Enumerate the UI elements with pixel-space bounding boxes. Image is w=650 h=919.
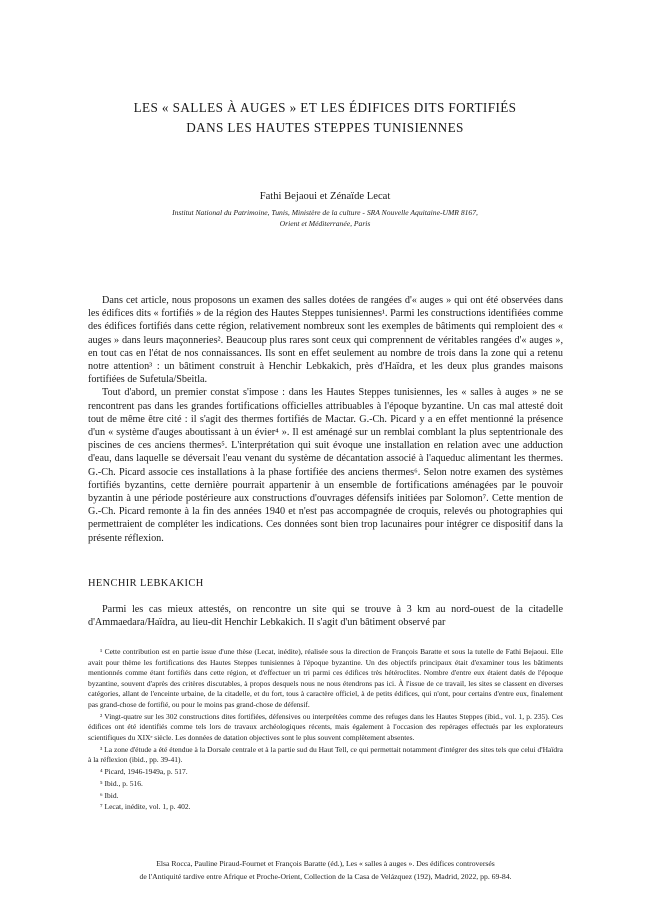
footnote-1: ¹ Cette contribution est en partie issue d'une thèse (Lecat, inédite), réalisée sous la direction de François Baratte et sous la tutelle de Fathi Bejaoui. Elle avait pour thème les fortifications des Hautes Steppes tunisiennes à l'époque byzantine. Un des objectifs principaux était d'examiner tous les bâtiments mentionnés comme étant fortifiés dans cette région, et d'effectuer un tri parmi ces édifices très hétéroclites. Nombre d'entre eux étaient datés de l'époque byzantine, souvent d'après des critères discutables, à propos desquels nous ne nous étendrons pas ici. À l'issue de ce travail, les sites se classent en diverses catégories, allant de l'enceinte urbaine, de la citadelle, et du fort, tous à caractère officiel, à de petits édifices, qui n'ont, pour certains d'entre eux, finalement pas grand-chose de fortifié, ou pour le moins pas grand-chose de défensif.: [88, 647, 563, 709]
paragraph-3: Parmi les cas mieux attestés, on rencontre un site qui se trouve à 3 km au nord-ouest de la citadelle d'Ammaedara/Haïdra, au lieu-dit Henchir Lebkakich. Il s'agit d'un bâtiment observé par: [88, 604, 563, 629]
footnote-4: ⁴ Picard, 1946-1949a, p. 517.: [100, 767, 188, 777]
article-title-line-2: DANS LES HAUTES STEPPES TUNISIENNES: [186, 120, 464, 135]
affiliation-line-2: Orient et Méditerranée, Paris: [279, 219, 371, 228]
citation-footer-line-1: Elsa Rocca, Pauline Piraud-Fournet et François Baratte (éd.), Les « salles à auges ». Des édifices controversés: [156, 859, 495, 868]
footnote-7: ⁷ Lecat, inédite, vol. 1, p. 402.: [100, 802, 191, 812]
footnote-6: ⁶ Ibid.: [100, 790, 119, 800]
affiliation-line-1: Institut National du Patrimoine, Tunis, Ministère de la culture - SRA Nouvelle Aquitaine-UMR 8167,: [172, 208, 478, 217]
footnote-5: ⁵ Ibid., p. 516.: [100, 778, 143, 788]
section-heading: HENCHIR LEBKAKICH: [88, 578, 204, 589]
author-names: Fathi Bejaoui et Zénaïde Lecat: [259, 191, 391, 202]
footnotes: [88, 647, 563, 814]
paragraph-1: Dans cet article, nous proposons un examen des salles dotées de rangées d'« auges » qui ont été observées dans les édifices dits « fortifiés » de la région des Hautes Steppes tunisiennes¹. Parmi les constructions identifiées comme des édifices fortifiés dans cette région, relativement nombreux sont les exemples de bâtiments qui remploient des « auges » dans leurs maçonneries². Beaucoup plus rares sont ceux qui comprennent de véritables rangées d'« auges », en tout cas en l'état de nos connaissances. Ils sont en effet seulement au nombre de trois dans la zone qui a retenu notre attention³ : un bâtiment construit à Henchir Lebkakich, près d'Haïdra, et les deux plus grandes maisons fortifiées de Sufetula/Sbeitla.: [88, 295, 563, 386]
citation-footer-line-2: de l'Antiquité tardive entre Afrique et Proche-Orient, Collection de la Casa de Velázquez (192), Madrid, 2022, pp. 69-84.: [139, 872, 512, 881]
section-text: [88, 603, 563, 629]
footnote-3: ³ La zone d'étude a été étendue à la Dorsale centrale et à la partie sud du Haut Tell, ce qui permettait notamment d'intégrer des sites tels que celui d'Haïdra à la réflexion (ibid., pp. 39-41).: [88, 744, 563, 765]
article-title-line-1: LES « SALLES À AUGES » ET LES ÉDIFICES DITS FORTIFIÉS: [133, 100, 517, 115]
footnote-2: ² Vingt-quatre sur les 302 constructions dites fortifiées, défensives ou interprétées comme des refuges dans les Hautes Steppes (ibid., vol. 1, p. 235). Ces édifices ont été identifiés comme tels lors de travaux archéologiques récents, mais également à l'occasion des repérages effectués par les explorateurs scientifiques du XIXᵉ siècle. Les données de datation objectives sont le plus souvent complètement absentes.: [88, 711, 563, 742]
introduction-text: [88, 294, 563, 545]
paragraph-2: Tout d'abord, un premier constat s'impose : dans les Hautes Steppes tunisiennes, les « salles à auges » ne se rencontrent pas dans les grandes fortifications officielles attribuables à l'époque byzantine. Un cas mal attesté doit tout de même être cité : il s'agit des thermes fortifiés de Mactar. G.-Ch. Picard y a en effet mentionné la présence d'un « système d'auges aboutissant à un évier⁴ ». Il est aménagé sur un remblai comblant la plus septentrionale des piscines de ces anciens thermes⁵. L'interprétation qui suit évoque une installation en relation avec une adduction d'eau, dans laquelle se déversait l'eau venant du système de décantation associé à l'aqueduc alimentant les thermes. G.-Ch. Picard associe ces installations à la phase fortifiée des anciens thermes⁶. Selon notre examen des systèmes fortifiés byzantins, cette dernière pourrait appartenir à un ensemble de fortifications aménagées par le pouvoir byzantin à une période postérieure aux constructions d'ouvrages défensifs initiées par Solomon⁷. Cette mention de G.-Ch. Picard remonte à la fin des années 1940 et n'est pas accompagnée de croquis, relevés ou photographies qui permettraient de compléter les indications. Ces données sont bien trop lacunaires pour intégrer ce dispositif dans la présente réflexion.: [88, 387, 563, 544]
